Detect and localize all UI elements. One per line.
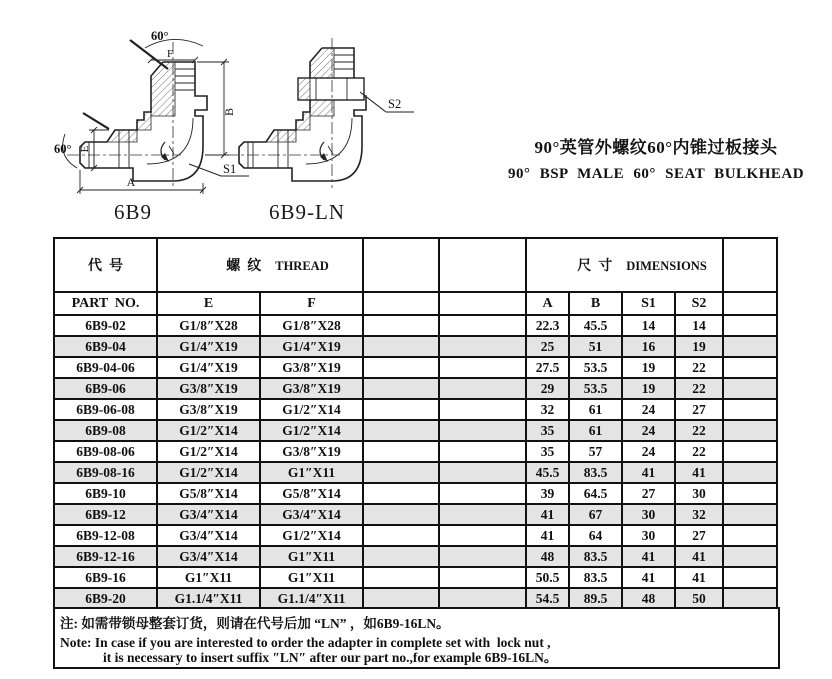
dim-b-cell: 53.5	[569, 357, 622, 378]
thread-f-cell: G1/2″X14	[260, 420, 363, 441]
table-row	[54, 588, 777, 609]
s1-label: S1	[223, 162, 237, 176]
dim-s1-cell: 27	[622, 483, 675, 504]
header-col-e: E	[157, 292, 260, 315]
thread-f-cell: G1/2″X14	[260, 399, 363, 420]
dim-a-cell: 29	[526, 378, 569, 399]
fitting-body-outline	[239, 48, 366, 181]
bore-arc	[306, 118, 352, 164]
part-no-cell: 6B9-12-08	[54, 525, 157, 546]
empty-cell	[723, 504, 777, 525]
dim-s1-cell: 41	[622, 462, 675, 483]
empty-cell	[723, 588, 777, 609]
header-row-2	[54, 292, 777, 315]
dim-s1-cell: 48	[622, 588, 675, 609]
dim-s2-cell: 50	[675, 588, 723, 609]
spec-table	[53, 237, 778, 610]
thread-e-cell: G1/2″X14	[157, 420, 260, 441]
notes-box	[53, 607, 780, 669]
fitting-drawing-6b9-ln	[212, 16, 422, 216]
empty-cell	[363, 315, 439, 336]
thread-e-cell: G3/8″X19	[157, 399, 260, 420]
dim-s1-cell: 16	[622, 336, 675, 357]
dim-s1-cell: 41	[622, 546, 675, 567]
table-row	[54, 525, 777, 546]
dim-a-label: A	[126, 175, 136, 189]
lock-nut	[298, 78, 364, 100]
empty-cell	[439, 588, 526, 609]
empty-cell	[363, 378, 439, 399]
dim-s1-cell: 30	[622, 504, 675, 525]
empty-cell	[439, 525, 526, 546]
thread-e-cell: G1/8″X28	[157, 315, 260, 336]
thread-e-cell: G1.1/4″X11	[157, 588, 260, 609]
empty-cell	[439, 336, 526, 357]
empty-cell	[363, 546, 439, 567]
header-dimensions	[526, 238, 723, 292]
dim-b-cell: 45.5	[569, 315, 622, 336]
thread-e-cell: G5/8″X14	[157, 483, 260, 504]
dim-s1-cell: 24	[622, 420, 675, 441]
part-no-cell: 6B9-04	[54, 336, 157, 357]
table-row	[54, 567, 777, 588]
header-empty	[439, 238, 526, 292]
dim-e-label: E	[79, 145, 91, 153]
thread-e-cell: G1/2″X14	[157, 441, 260, 462]
empty-cell	[439, 357, 526, 378]
header-thread-zh: 螺 纹	[226, 259, 262, 274]
thread-f-cell: G1″X11	[260, 462, 363, 483]
part-no-cell: 6B9-12	[54, 504, 157, 525]
table-row	[54, 504, 777, 525]
part-no-cell: 6B9-08-16	[54, 462, 157, 483]
table-row	[54, 546, 777, 567]
header-thread-en: THREAD	[275, 259, 329, 273]
thread-f-cell: G1/4″X19	[260, 336, 363, 357]
table-row	[54, 357, 777, 378]
dim-s2-cell: 22	[675, 378, 723, 399]
thread-e-cell: G3/4″X14	[157, 504, 260, 525]
angle-side-label: 60°	[54, 142, 72, 156]
empty-cell	[363, 504, 439, 525]
header-row-1	[54, 238, 777, 292]
empty-cell	[439, 546, 526, 567]
table-row	[54, 399, 777, 420]
dim-a-cell: 32	[526, 399, 569, 420]
part-no-cell: 6B9-08-06	[54, 441, 157, 462]
dim-s1-cell: 41	[622, 567, 675, 588]
empty-cell	[363, 357, 439, 378]
empty-cell	[363, 483, 439, 504]
figure-caption-6b9-ln: 6B9-LN	[269, 200, 345, 224]
note-en-line2: it is necessary to insert suffix ″LN″ after our part no.,for example 6B9-16LN。	[103, 650, 558, 665]
dim-s2-cell: 41	[675, 462, 723, 483]
empty-cell	[439, 441, 526, 462]
empty-cell	[723, 525, 777, 546]
header-col-f: F	[260, 292, 363, 315]
table-row	[54, 420, 777, 441]
table-body	[54, 315, 777, 609]
thread-f-cell: G3/4″X14	[260, 504, 363, 525]
dim-b-cell: 61	[569, 420, 622, 441]
empty-cell	[439, 567, 526, 588]
empty-cell	[723, 441, 777, 462]
empty-cell	[723, 567, 777, 588]
header-empty	[363, 292, 439, 315]
s2-label: S2	[388, 97, 402, 111]
dim-b-cell: 64.5	[569, 483, 622, 504]
dim-s1-cell: 24	[622, 441, 675, 462]
empty-cell	[723, 399, 777, 420]
empty-cell	[363, 525, 439, 546]
dim-s2-cell: 41	[675, 567, 723, 588]
thread-f-cell: G5/8″X14	[260, 483, 363, 504]
dim-s2-cell: 41	[675, 546, 723, 567]
empty-cell	[723, 336, 777, 357]
dim-b-label: B	[222, 107, 236, 117]
page-title-zh: 90°英管外螺纹60°内锥过板接头	[534, 138, 778, 157]
thread-f-cell: G3/8″X19	[260, 357, 363, 378]
table-row	[54, 315, 777, 336]
part-no-cell: 6B9-04-06	[54, 357, 157, 378]
part-no-cell: 6B9-12-16	[54, 546, 157, 567]
dim-s2-cell: 22	[675, 420, 723, 441]
empty-cell	[439, 315, 526, 336]
dim-b-cell: 89.5	[569, 588, 622, 609]
dim-a-cell: 54.5	[526, 588, 569, 609]
empty-cell	[439, 504, 526, 525]
header-col-s1: S1	[622, 292, 675, 315]
dim-s2-cell: 30	[675, 483, 723, 504]
header-dims-zh: 尺 寸	[577, 259, 613, 274]
dim-s2-cell: 27	[675, 525, 723, 546]
dim-a-cell: 45.5	[526, 462, 569, 483]
dim-s2-cell: 27	[675, 399, 723, 420]
header-empty	[723, 238, 777, 292]
dim-b-cell: 53.5	[569, 378, 622, 399]
header-empty	[363, 238, 439, 292]
s2-leader	[360, 92, 414, 112]
part-no-cell: 6B9-06	[54, 378, 157, 399]
section-hatch	[151, 62, 175, 116]
header-empty	[723, 292, 777, 315]
empty-cell	[363, 588, 439, 609]
thread-detail-lines	[89, 69, 195, 168]
header-thread	[157, 238, 363, 292]
empty-cell	[363, 567, 439, 588]
dim-s1-cell: 30	[622, 525, 675, 546]
dim-s1-cell: 19	[622, 357, 675, 378]
header-col-a: A	[526, 292, 569, 315]
part-no-cell: 6B9-20	[54, 588, 157, 609]
dim-a-cell: 48	[526, 546, 569, 567]
cone-angle-line-top	[130, 40, 168, 69]
part-no-cell: 6B9-08	[54, 420, 157, 441]
cone-angle-line-side	[83, 113, 109, 129]
part-no-cell: 6B9-10	[54, 483, 157, 504]
thread-e-cell: G1/4″X19	[157, 357, 260, 378]
header-empty	[439, 292, 526, 315]
header-col-b: B	[569, 292, 622, 315]
figure-caption-6b9: 6B9	[113, 200, 152, 224]
thread-e-cell: G1/2″X14	[157, 462, 260, 483]
part-no-cell: 6B9-02	[54, 315, 157, 336]
table-row	[54, 336, 777, 357]
note-en-line1: Note: In case if you are interested to order the adapter in complete set with lock nut ,	[60, 635, 551, 650]
empty-cell	[723, 378, 777, 399]
part-no-cell: 6B9-16	[54, 567, 157, 588]
thread-f-cell: G1.1/4″X11	[260, 588, 363, 609]
dim-a-cell: 22.3	[526, 315, 569, 336]
header-part-en: PART NO.	[54, 292, 157, 315]
empty-cell	[363, 420, 439, 441]
dim-b-cell: 51	[569, 336, 622, 357]
header-col-s2: S2	[675, 292, 723, 315]
empty-cell	[723, 315, 777, 336]
thread-f-cell: G3/8″X19	[260, 441, 363, 462]
thread-f-cell: G1/2″X14	[260, 525, 363, 546]
dim-a-cell: 39	[526, 483, 569, 504]
dim-a	[77, 170, 206, 194]
note-zh: 注: 如需带锁母整套订货，则请在代号后加 “LN” ，如6B9-16LN。	[60, 616, 450, 631]
page-title-en: 90° BSP MALE 60° SEAT BULKHEAD	[507, 166, 805, 182]
empty-cell	[363, 336, 439, 357]
table-row	[54, 378, 777, 399]
thread-e-cell: G3/4″X14	[157, 525, 260, 546]
thread-e-cell: G3/8″X19	[157, 378, 260, 399]
empty-cell	[439, 378, 526, 399]
empty-cell	[363, 462, 439, 483]
header-dims-en: DIMENSIONS	[626, 259, 707, 273]
empty-cell	[723, 357, 777, 378]
dim-a-cell: 41	[526, 504, 569, 525]
dim-s2-cell: 14	[675, 315, 723, 336]
thread-f-cell: G1″X11	[260, 546, 363, 567]
angle-top-label: 60°	[151, 29, 169, 43]
dim-a-cell: 25	[526, 336, 569, 357]
empty-cell	[439, 462, 526, 483]
table-row	[54, 462, 777, 483]
dim-a-cell: 35	[526, 441, 569, 462]
thread-f-cell: G3/8″X19	[260, 378, 363, 399]
header-part-zh: 代 号	[54, 238, 157, 292]
bore-arc	[147, 118, 193, 164]
dim-s2-cell: 32	[675, 504, 723, 525]
dim-b-cell: 67	[569, 504, 622, 525]
empty-cell	[363, 399, 439, 420]
dim-a-cell: 35	[526, 420, 569, 441]
dim-a-cell: 50.5	[526, 567, 569, 588]
empty-cell	[723, 462, 777, 483]
empty-cell	[723, 483, 777, 504]
thread-f-cell: G1″X11	[260, 567, 363, 588]
dim-s1-cell: 14	[622, 315, 675, 336]
part-no-cell: 6B9-06-08	[54, 399, 157, 420]
dim-b-cell: 57	[569, 441, 622, 462]
dim-f-label: F	[166, 48, 174, 60]
dim-b-cell: 83.5	[569, 567, 622, 588]
table-row	[54, 441, 777, 462]
dim-b-cell: 64	[569, 525, 622, 546]
dim-b-cell: 83.5	[569, 462, 622, 483]
dim-s2-cell: 22	[675, 357, 723, 378]
empty-cell	[363, 441, 439, 462]
dim-b-cell: 83.5	[569, 546, 622, 567]
dim-a-cell: 41	[526, 525, 569, 546]
title-block	[494, 133, 818, 183]
dim-a-cell: 27.5	[526, 357, 569, 378]
thread-f-cell: G1/8″X28	[260, 315, 363, 336]
thread-e-cell: G1/4″X19	[157, 336, 260, 357]
thread-e-cell: G1″X11	[157, 567, 260, 588]
dim-s2-cell: 22	[675, 441, 723, 462]
empty-cell	[439, 420, 526, 441]
table-row	[54, 483, 777, 504]
empty-cell	[723, 420, 777, 441]
empty-cell	[439, 399, 526, 420]
dim-s1-cell: 19	[622, 378, 675, 399]
dim-b-cell: 61	[569, 399, 622, 420]
thread-e-cell: G3/4″X14	[157, 546, 260, 567]
thread-detail-lines	[248, 55, 354, 168]
dim-s2-cell: 19	[675, 336, 723, 357]
empty-cell	[439, 483, 526, 504]
dim-s1-cell: 24	[622, 399, 675, 420]
empty-cell	[723, 546, 777, 567]
